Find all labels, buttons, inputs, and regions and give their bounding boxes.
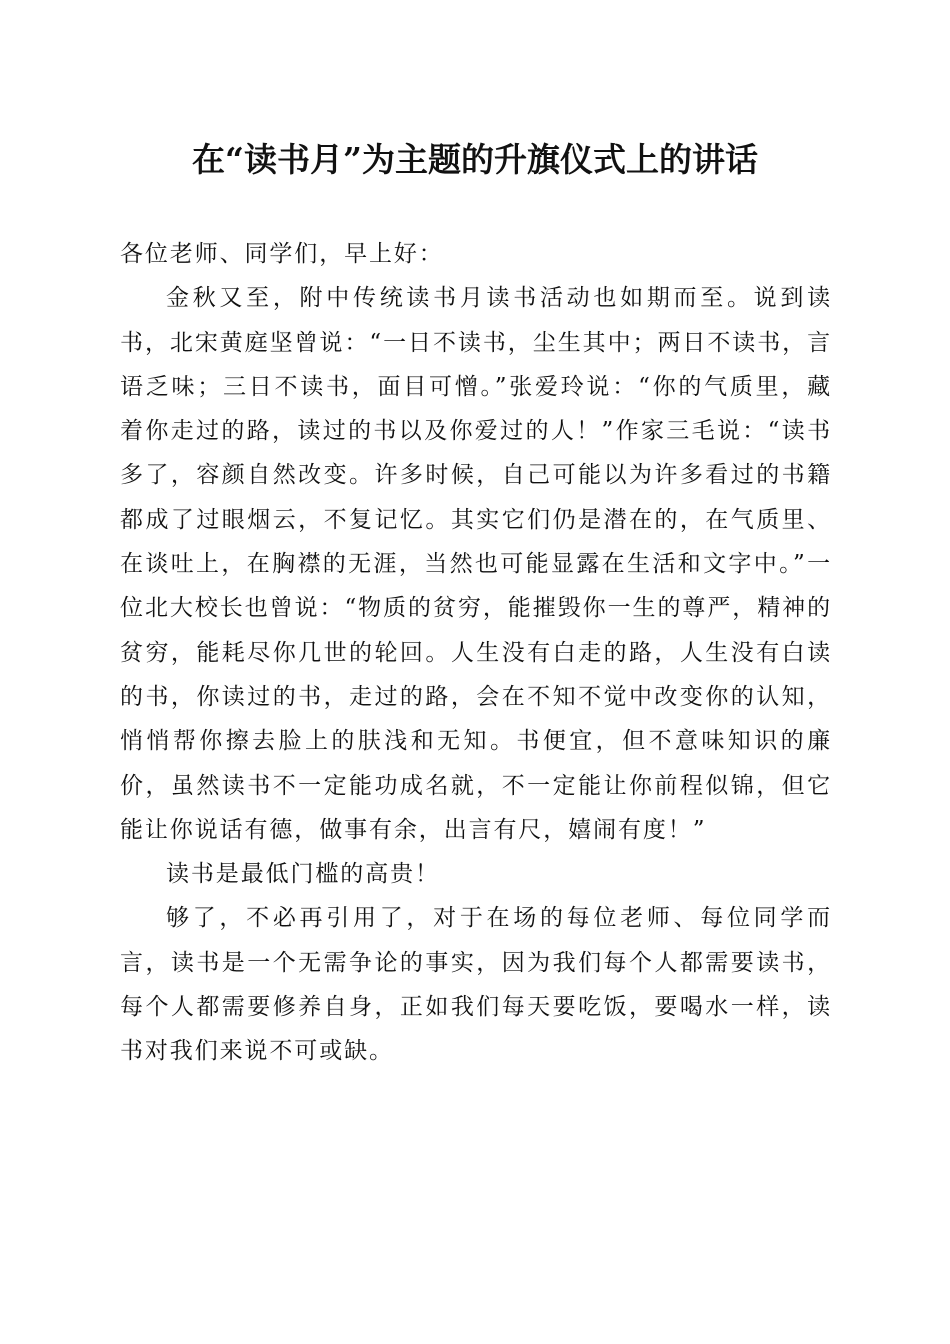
document-title: 在“读书月”为主题的升旗仪式上的讲话 (192, 140, 758, 179)
salutation-line: 各位老师、同学们，早上好： (120, 241, 444, 267)
paragraph-quotes: 金秋又至，附中传统读书月读书活动也如期而至。说到读书，北宋黄庭坚曾说：“一日不读书，尘生其中；两日不读书，言语乏味；三日不读书，面目可憎。”张爱玲说：“你的气质里，藏着你走过的路，读过的书以及你爱过的人！”作家三毛说：“读书多了，容颜自然改变。许多时候，自己可能以为许多看过的书籍都成了过眼烟云，不复记忆。其实它们仍是潜在的，在气质里、在谈吐上，在胸襟的无涯，当然也可能显露在生活和文字中。”一位北大校长也曾说：“物质的贫穷，能摧毁你一生的尊严，精神的贫穷，能耗尽你几世的轮回。人生没有白走的路，人生没有白读的书，你读过的书，走过的路，会在不知不觉中改变你的认知，悄悄帮你擦去脸上的肤浅和无知。书便宜，但不意味知识的廉价，虽然读书不一定能功成名就，不一定能让你前程似锦，但它能让你说话有德，做事有余，出言有尺，嬉闹有度！” (120, 285, 832, 843)
paragraph-motto: 读书是最低门槛的高贵！ (166, 861, 440, 888)
paragraph-conclusion: 够了，不必再引用了，对于在场的每位老师、每位同学而言，读书是一个无需争论的事实，因为我们每个人都需要读书，每个人都需要修养自身，正如我们每天要吃饭，要喝水一样，读书对我们来说不可或缺。 (120, 905, 832, 1065)
document-body (120, 232, 832, 1074)
